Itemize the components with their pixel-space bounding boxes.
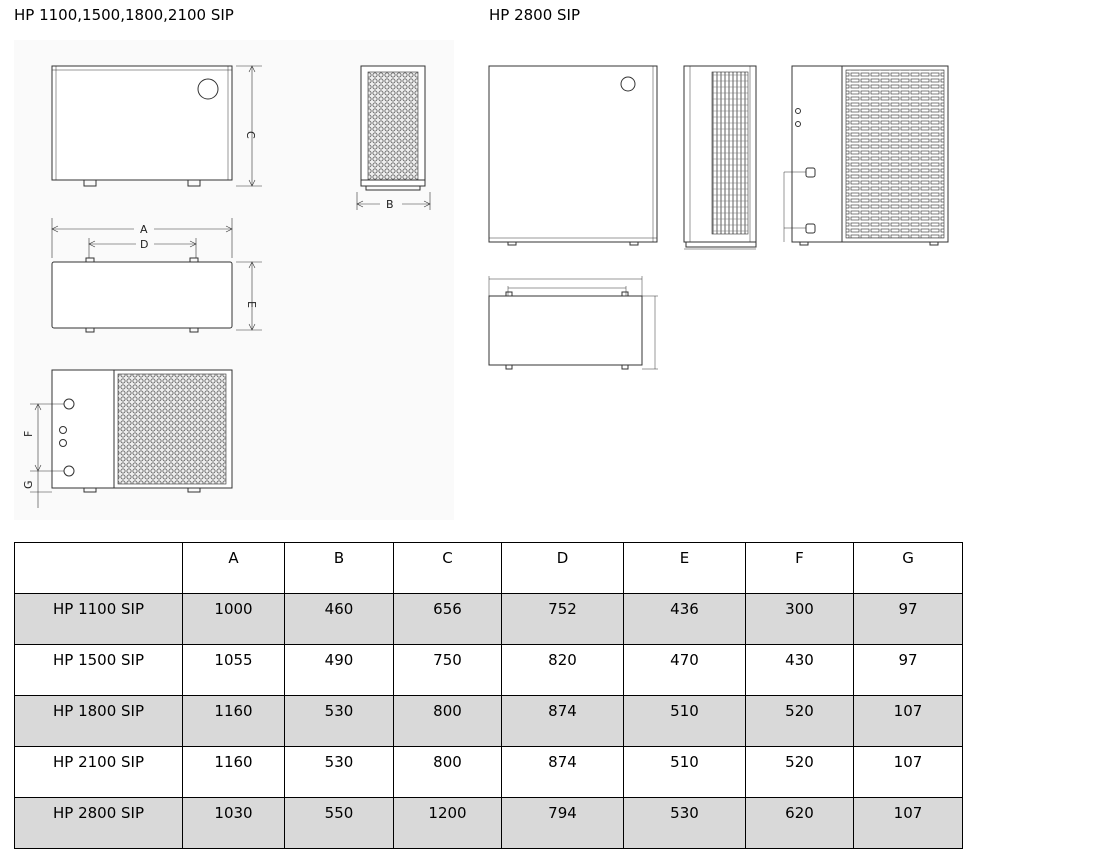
- heading-small-models: HP 1100,1500,1800,2100 SIP: [14, 6, 234, 24]
- table-header-row: [15, 543, 963, 594]
- value-cell: 794: [502, 798, 624, 849]
- table-row: [15, 798, 963, 849]
- header-cell: F: [746, 543, 854, 594]
- table-row: [15, 645, 963, 696]
- top-view-hp2800: [489, 276, 658, 369]
- value-cell: 530: [285, 696, 394, 747]
- value-cell: 750: [394, 645, 502, 696]
- header-cell: D: [502, 543, 624, 594]
- value-cell: 1000: [183, 594, 285, 645]
- value-cell: 874: [502, 747, 624, 798]
- value-cell: 520: [746, 747, 854, 798]
- dim-label-e: E: [245, 301, 258, 308]
- table-row: [15, 747, 963, 798]
- value-cell: 430: [746, 645, 854, 696]
- value-cell: 470: [624, 645, 746, 696]
- dim-label-f: F: [22, 430, 35, 437]
- model-cell: HP 1500 SIP: [15, 645, 183, 696]
- header-cell: C: [394, 543, 502, 594]
- model-cell: HP 1800 SIP: [15, 696, 183, 747]
- dim-label-g: G: [22, 480, 35, 489]
- header-cell: G: [854, 543, 963, 594]
- value-cell: 752: [502, 594, 624, 645]
- rear-view-hp2800: [784, 66, 948, 245]
- model-cell: HP 2100 SIP: [15, 747, 183, 798]
- header-cell: [15, 543, 183, 594]
- rear-view-small: [30, 370, 232, 508]
- value-cell: 97: [854, 594, 963, 645]
- value-cell: 97: [854, 645, 963, 696]
- value-cell: 490: [285, 645, 394, 696]
- value-cell: 1055: [183, 645, 285, 696]
- dimensions-table: [14, 542, 963, 849]
- value-cell: 800: [394, 747, 502, 798]
- value-cell: 300: [746, 594, 854, 645]
- value-cell: 107: [854, 747, 963, 798]
- dim-label-b: B: [386, 198, 394, 211]
- value-cell: 620: [746, 798, 854, 849]
- dim-label-a: A: [140, 223, 148, 236]
- value-cell: 800: [394, 696, 502, 747]
- value-cell: 530: [624, 798, 746, 849]
- header-cell: A: [183, 543, 285, 594]
- side-view-hp2800: [684, 66, 756, 249]
- model-cell: HP 1100 SIP: [15, 594, 183, 645]
- heading-hp2800: HP 2800 SIP: [489, 6, 581, 24]
- value-cell: 530: [285, 747, 394, 798]
- value-cell: 1030: [183, 798, 285, 849]
- front-view-small: [52, 66, 262, 186]
- value-cell: 656: [394, 594, 502, 645]
- value-cell: 460: [285, 594, 394, 645]
- table-row: [15, 696, 963, 747]
- value-cell: 510: [624, 696, 746, 747]
- front-view-hp2800: [489, 66, 657, 245]
- value-cell: 1160: [183, 747, 285, 798]
- value-cell: 820: [502, 645, 624, 696]
- dim-label-d: D: [140, 238, 149, 251]
- value-cell: 107: [854, 696, 963, 747]
- value-cell: 520: [746, 696, 854, 747]
- value-cell: 1160: [183, 696, 285, 747]
- table-row: [15, 594, 963, 645]
- value-cell: 107: [854, 798, 963, 849]
- value-cell: 874: [502, 696, 624, 747]
- model-cell: HP 2800 SIP: [15, 798, 183, 849]
- value-cell: 510: [624, 747, 746, 798]
- value-cell: 550: [285, 798, 394, 849]
- header-cell: E: [624, 543, 746, 594]
- dim-label-c: C: [244, 131, 257, 139]
- value-cell: 436: [624, 594, 746, 645]
- value-cell: 1200: [394, 798, 502, 849]
- header-cell: B: [285, 543, 394, 594]
